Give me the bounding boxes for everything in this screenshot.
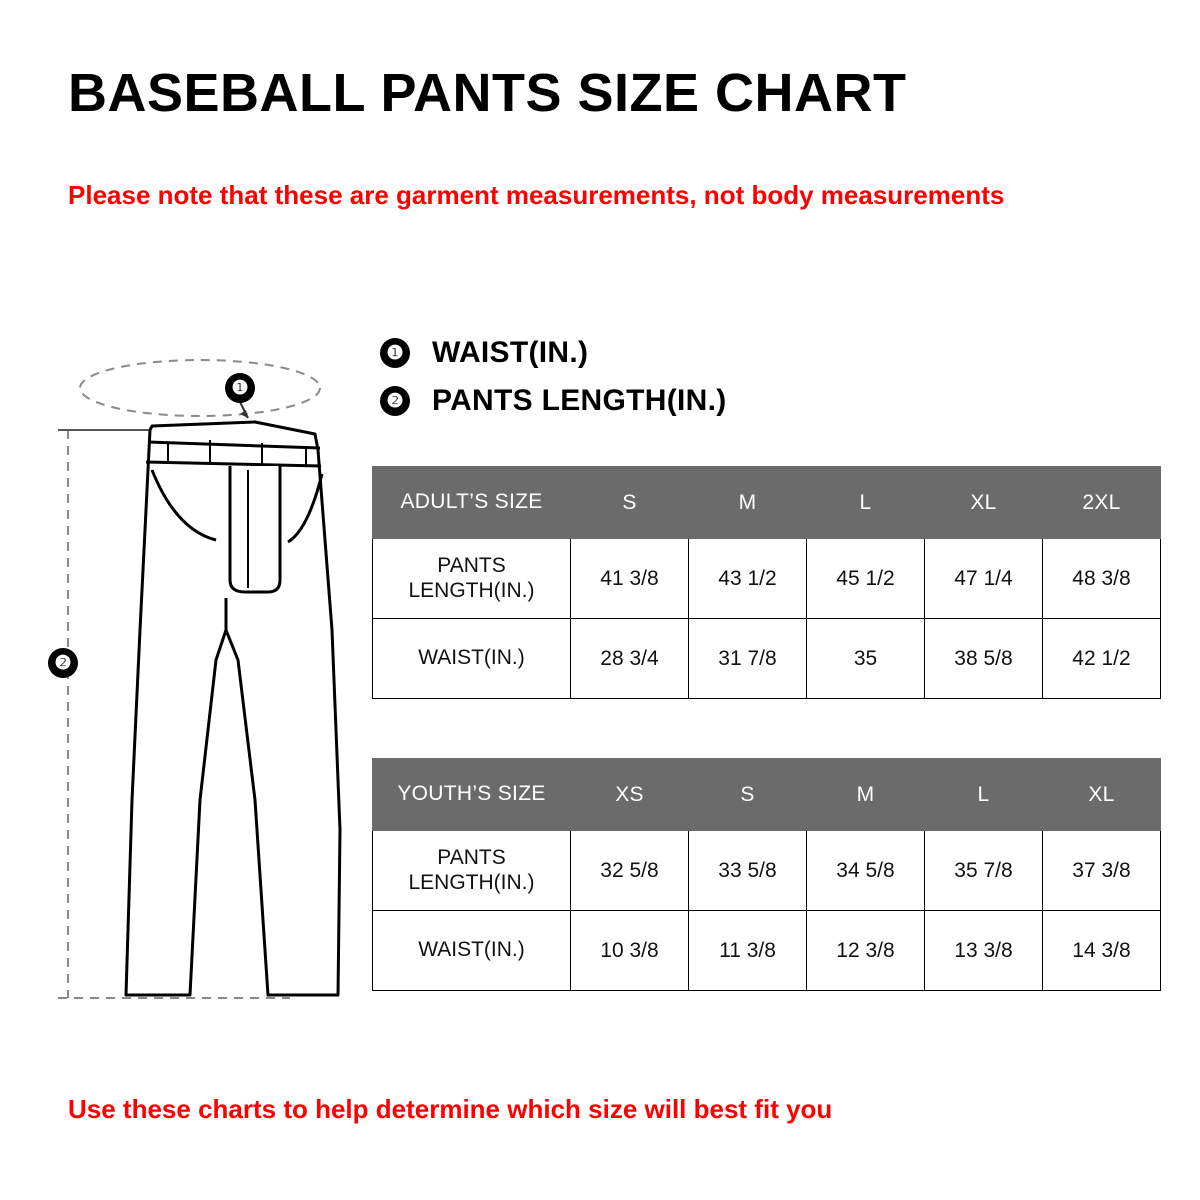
measurement-legend [380,336,727,432]
youth-col-xl: XL [1043,759,1161,831]
footer-note: Use these charts to help determine which size will best fit you [68,1094,833,1124]
page-title: BASEBALL PANTS SIZE CHART [68,63,907,123]
youth-length-xl: 37 3/8 [1043,831,1161,911]
adult-length-m: 43 1/2 [689,539,807,619]
youth-length-m: 34 5/8 [807,831,925,911]
adult-corner-label: ADULT’S SIZE [373,467,571,539]
youth-length-s: 33 5/8 [689,831,807,911]
adult-col-l: L [807,467,925,539]
table-row [373,831,1161,911]
adult-col-s: S [571,467,689,539]
youth-length-xs: 32 5/8 [571,831,689,911]
adult-row-label-pants-length: PANTS LENGTH(IN.) [373,539,571,619]
youth-waist-xl: 14 3/8 [1043,911,1161,991]
adult-size-table [372,466,1160,699]
table-header-row [373,759,1161,831]
measurement-note: Please note that these are garment measurements, not body measurements [68,180,1005,210]
legend-label-pants-length: PANTS LENGTH(IN.) [432,384,727,417]
table-header-row [373,467,1161,539]
legend-label-waist: WAIST(IN.) [432,336,589,369]
diagram-length-marker: ❷ [48,648,78,678]
pants-illustration-svg [40,330,380,1030]
number-two-icon: ❷ [380,386,410,416]
adult-waist-s: 28 3/4 [571,619,689,699]
youth-table [372,758,1161,991]
legend-item-pants-length [380,384,727,418]
youth-row-label-pants-length: PANTS LENGTH(IN.) [373,831,571,911]
youth-corner-label: YOUTH’S SIZE [373,759,571,831]
youth-col-m: M [807,759,925,831]
youth-col-l: L [925,759,1043,831]
adult-waist-m: 31 7/8 [689,619,807,699]
youth-waist-l: 13 3/8 [925,911,1043,991]
table-row [373,619,1161,699]
adult-waist-l: 35 [807,619,925,699]
youth-waist-s: 11 3/8 [689,911,807,991]
adult-row-label-waist: WAIST(IN.) [373,619,571,699]
number-one-icon: ❶ [380,338,410,368]
adult-col-m: M [689,467,807,539]
adult-table [372,466,1161,699]
youth-length-l: 35 7/8 [925,831,1043,911]
youth-row-label-waist: WAIST(IN.) [373,911,571,991]
table-row [373,539,1161,619]
adult-length-l: 45 1/2 [807,539,925,619]
adult-length-xl: 47 1/4 [925,539,1043,619]
table-row [373,911,1161,991]
adult-col-xl: XL [925,467,1043,539]
youth-waist-xs: 10 3/8 [571,911,689,991]
youth-col-s: S [689,759,807,831]
pants-diagram [40,330,380,1030]
legend-item-waist [380,336,727,370]
youth-size-table [372,758,1160,991]
adult-length-s: 41 3/8 [571,539,689,619]
youth-col-xs: XS [571,759,689,831]
adult-waist-2xl: 42 1/2 [1043,619,1161,699]
diagram-waist-marker: ❶ [225,373,255,403]
adult-waist-xl: 38 5/8 [925,619,1043,699]
adult-col-2xl: 2XL [1043,467,1161,539]
adult-length-2xl: 48 3/8 [1043,539,1161,619]
youth-waist-m: 12 3/8 [807,911,925,991]
